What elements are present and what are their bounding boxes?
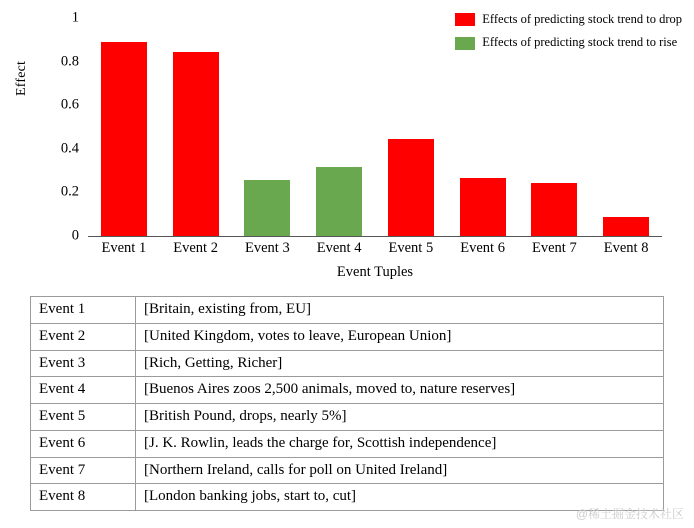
event-key-cell: Event 2: [31, 323, 136, 350]
table-body: [31, 297, 664, 511]
bar: [603, 217, 649, 236]
event-key-cell: Event 6: [31, 430, 136, 457]
bar-slot: [590, 18, 662, 236]
event-tuple-cell: [J. K. Rowlin, leads the charge for, Scottish independence]: [136, 430, 664, 457]
x-tick-label: Event 6: [460, 240, 505, 256]
x-tick-label: Event 4: [316, 240, 362, 256]
bar: [101, 42, 147, 236]
bar-slot: [447, 18, 519, 236]
x-tick-label: Event 8: [603, 240, 649, 256]
table-row: [31, 350, 664, 377]
y-axis-title: Effect: [14, 60, 29, 96]
event-key-cell: Event 3: [31, 350, 136, 377]
event-tuples-table: [30, 296, 664, 511]
bar-series: [88, 18, 662, 236]
event-key-cell: Event 8: [31, 484, 136, 511]
y-tick-label: 1: [71, 9, 79, 26]
event-key-cell: Event 1: [31, 297, 136, 324]
bar: [173, 52, 219, 236]
y-tick-label: 0.4: [60, 140, 79, 157]
event-tuple-cell: [London banking jobs, start to, cut]: [136, 484, 664, 511]
event-key-cell: Event 4: [31, 377, 136, 404]
plot-area: [60, 9, 662, 244]
bar: [388, 139, 434, 236]
y-tick-label: 0: [71, 227, 79, 244]
legend-label-drop: Effects of predicting stock trend to drop: [482, 12, 682, 26]
x-tick-label: Event 7: [532, 240, 577, 256]
x-tick-label: Event 1: [101, 240, 147, 256]
event-key-cell: Event 5: [31, 404, 136, 431]
bar-slot: [160, 18, 232, 236]
event-tuple-cell: [British Pound, drops, nearly 5%]: [136, 404, 664, 431]
bar-slot: [88, 18, 160, 236]
y-tick-label: 0.2: [60, 183, 79, 200]
x-axis-ticks: [88, 240, 662, 257]
x-tick-label: Event 2: [173, 240, 218, 256]
event-tuple-cell: [Rich, Getting, Richer]: [136, 350, 664, 377]
table-row: [31, 457, 664, 484]
event-tuple-cell: [Buenos Aires zoos 2,500 animals, moved to, nature reserves]: [136, 377, 664, 404]
watermark: @稀土掘金技术社区: [575, 507, 684, 521]
bar: [531, 183, 577, 236]
bar: [460, 178, 506, 236]
x-tick-label: Event 3: [245, 240, 290, 256]
table-row: [31, 484, 664, 511]
x-axis-title: Event Tuples: [336, 264, 414, 280]
y-tick-label: 0.6: [60, 96, 79, 113]
bar-slot: [303, 18, 375, 236]
table-row: [31, 404, 664, 431]
event-tuple-cell: [Britain, existing from, EU]: [136, 297, 664, 324]
x-tick-label: Event 5: [388, 240, 434, 256]
event-tuple-cell: [Northern Ireland, calls for poll on United Ireland]: [136, 457, 664, 484]
bar: [316, 167, 362, 236]
bar: [244, 180, 290, 236]
table-row: [31, 297, 664, 324]
table-row: [31, 377, 664, 404]
table-row: [31, 323, 664, 350]
table-row: [31, 430, 664, 457]
bar-slot: [519, 18, 591, 236]
bar-slot: [375, 18, 447, 236]
bar-slot: [232, 18, 304, 236]
y-tick-label: 0.8: [60, 53, 79, 70]
event-tuple-cell: [United Kingdom, votes to leave, European Union]: [136, 323, 664, 350]
legend-label-rise: Effects of predicting stock trend to rise: [482, 35, 678, 50]
event-key-cell: Event 7: [31, 457, 136, 484]
